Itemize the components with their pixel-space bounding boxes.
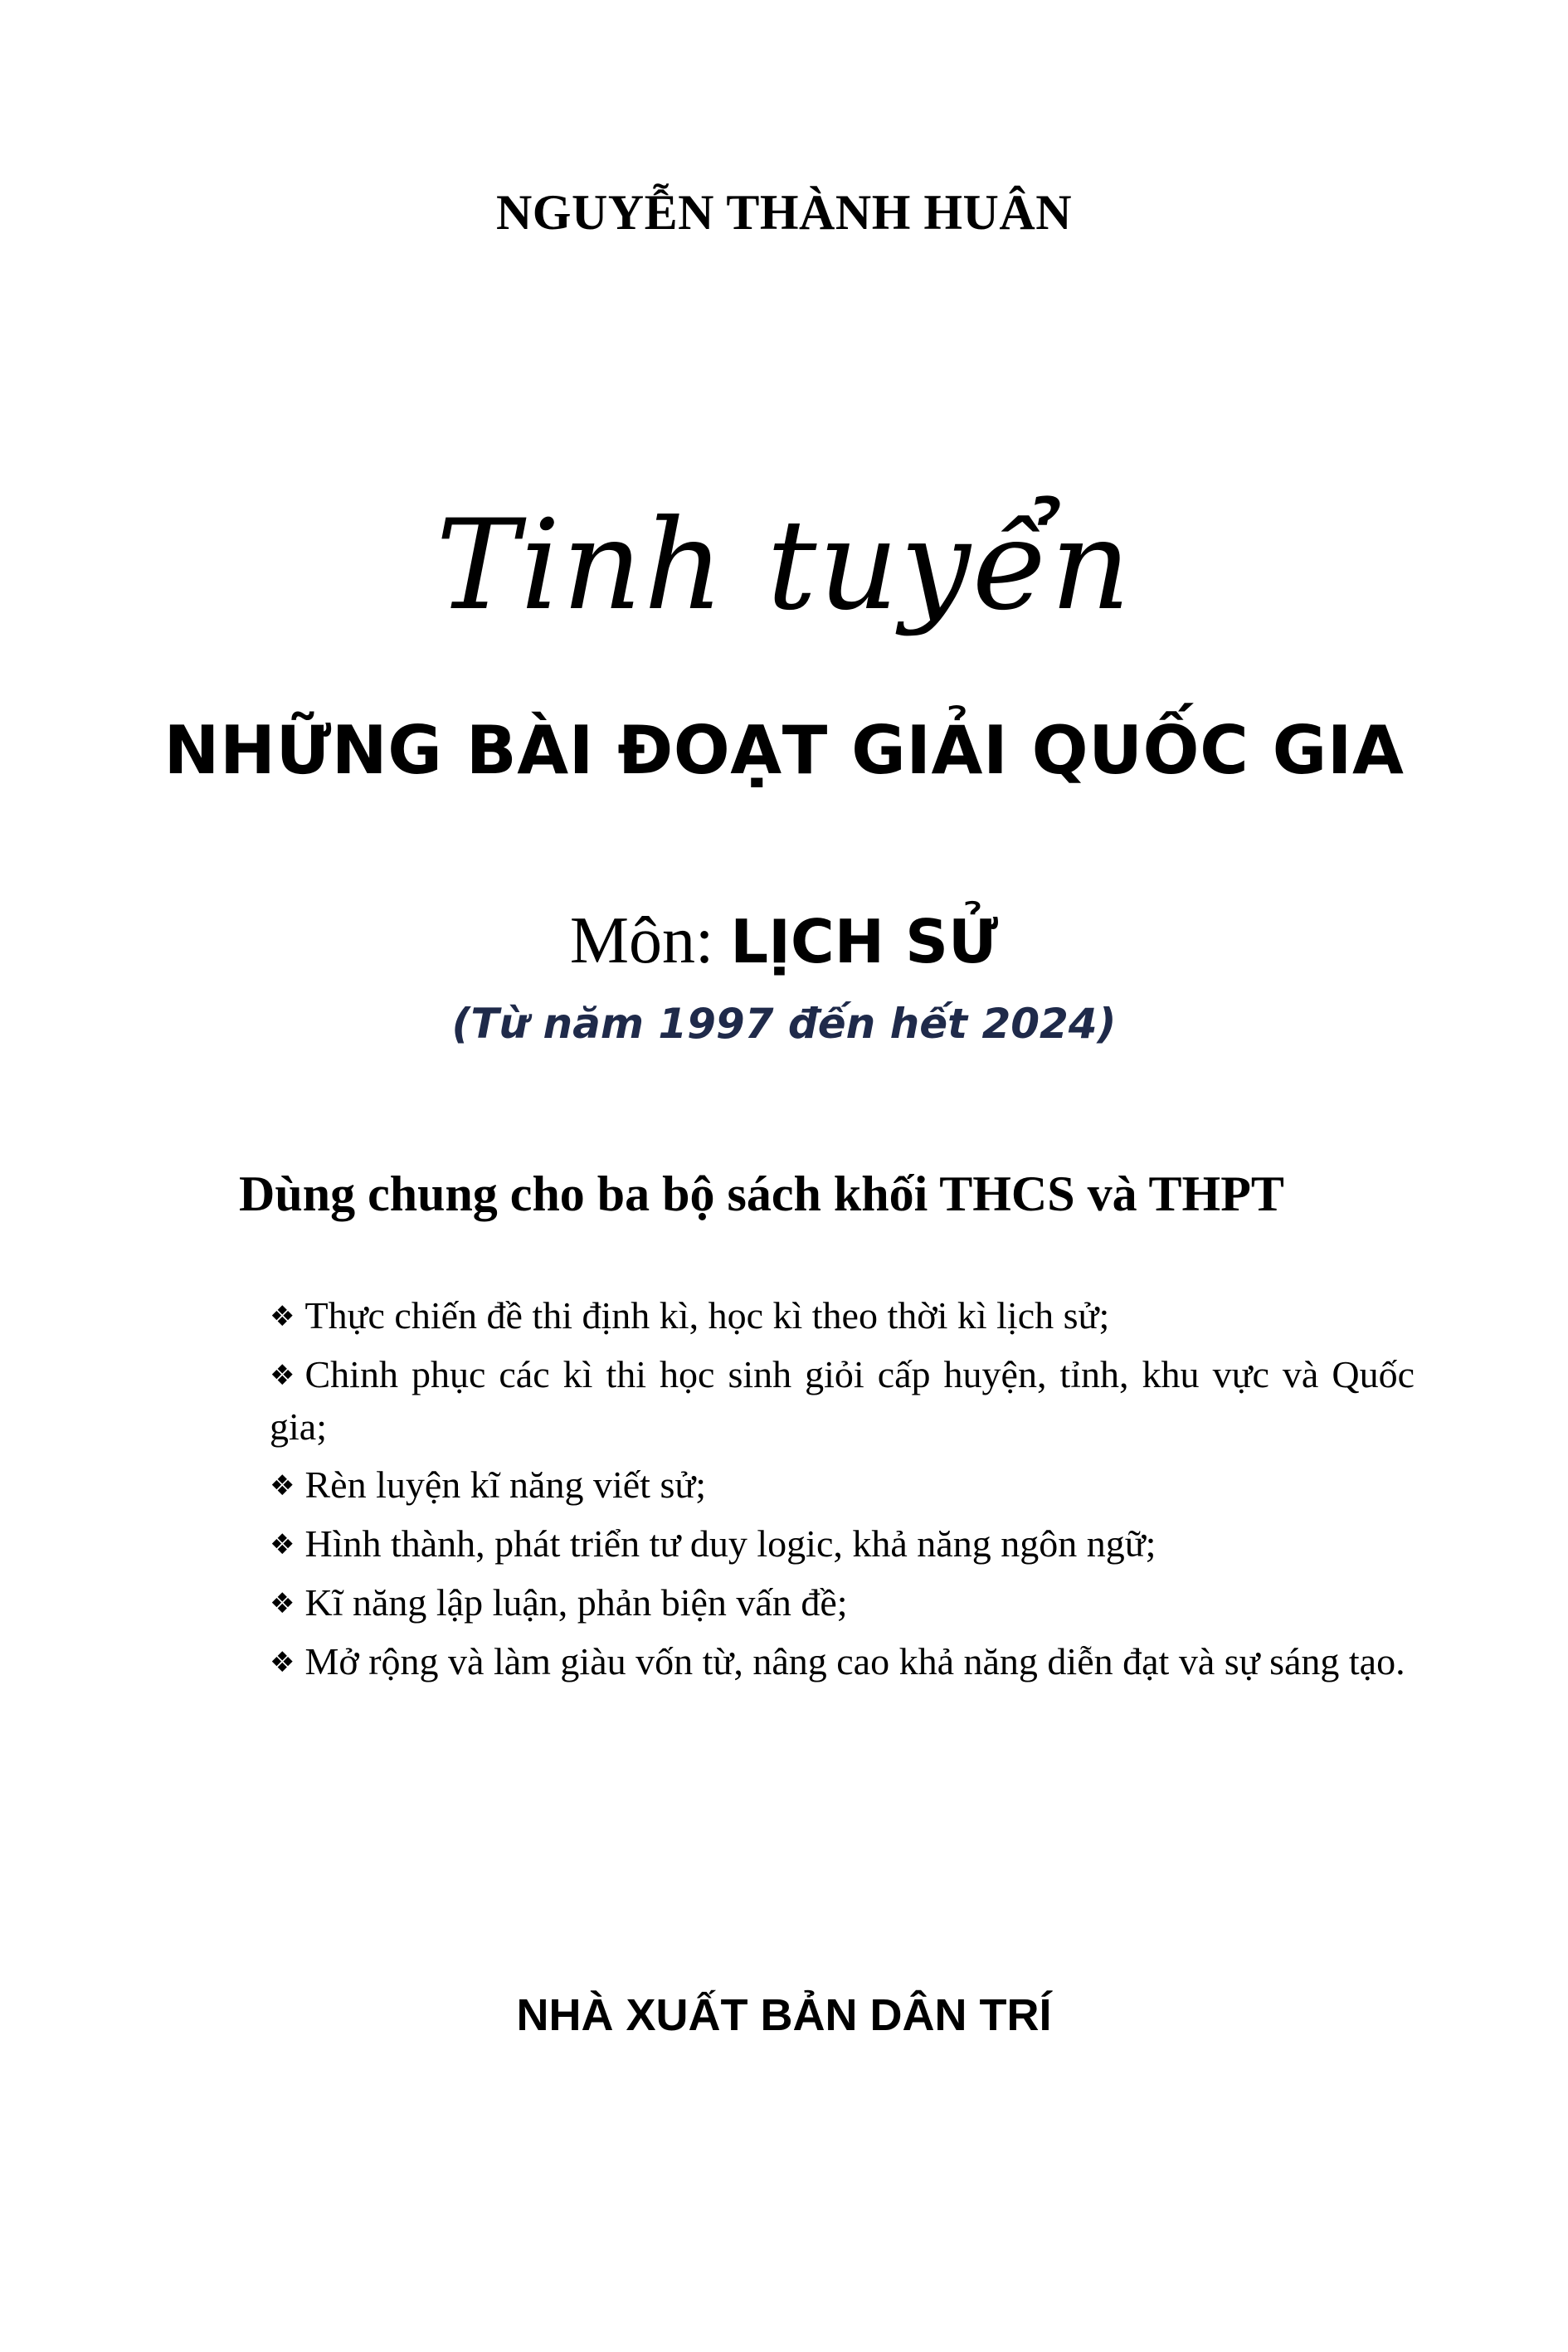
feature-text: Chinh phục các kì thi học sinh giỏi cấp huyện, tỉnh, khu vực và Quốc gia; — [270, 1353, 1415, 1448]
author-name: NGUYỄN THÀNH HUÂN — [495, 185, 1073, 240]
diamond-flower-icon: ❖ — [270, 1528, 295, 1561]
feature-item — [270, 1577, 1415, 1629]
diamond-flower-icon: ❖ — [270, 1646, 295, 1679]
subject-line — [0, 904, 1568, 977]
feature-item — [270, 1459, 1415, 1512]
feature-text: Thực chiến đề thi định kì, học kì theo thời kì lịch sử; — [304, 1294, 1110, 1337]
diamond-flower-icon: ❖ — [270, 1300, 295, 1333]
feature-item — [270, 1290, 1415, 1342]
publisher-name: NHÀ XUẤT BẢN DÂN TRÍ — [516, 1990, 1052, 2040]
feature-item — [270, 1349, 1415, 1453]
subject-prefix: Môn: — [569, 904, 731, 977]
feature-item — [270, 1636, 1415, 1688]
subject-name: LỊCH SỬ — [730, 907, 999, 976]
feature-text: Mở rộng và làm giàu vốn từ, nâng cao khả năng diễn đạt và sự sáng tạo. — [304, 1640, 1405, 1682]
main-title: NHỮNG BÀI ĐOẠT GIẢI QUỐC GIA — [163, 712, 1405, 789]
feature-text: Kĩ năng lập luận, phản biện vấn đề; — [304, 1581, 848, 1624]
feature-list — [270, 1290, 1415, 1695]
usage-statement: Dùng chung cho ba bộ sách khối THCS và THPT — [239, 1166, 1284, 1221]
feature-text: Rèn luyện kĩ năng viết sử; — [304, 1463, 707, 1506]
diamond-flower-icon: ❖ — [270, 1359, 295, 1392]
diamond-flower-icon: ❖ — [270, 1469, 295, 1502]
feature-text: Hình thành, phát triển tư duy logic, khả năng ngôn ngữ; — [304, 1522, 1157, 1565]
diamond-flower-icon: ❖ — [270, 1587, 295, 1620]
period-range: (Từ năm 1997 đến hết 2024) — [451, 1000, 1117, 1048]
script-title: Tinh tuyển — [436, 494, 1132, 638]
feature-item — [270, 1518, 1415, 1570]
